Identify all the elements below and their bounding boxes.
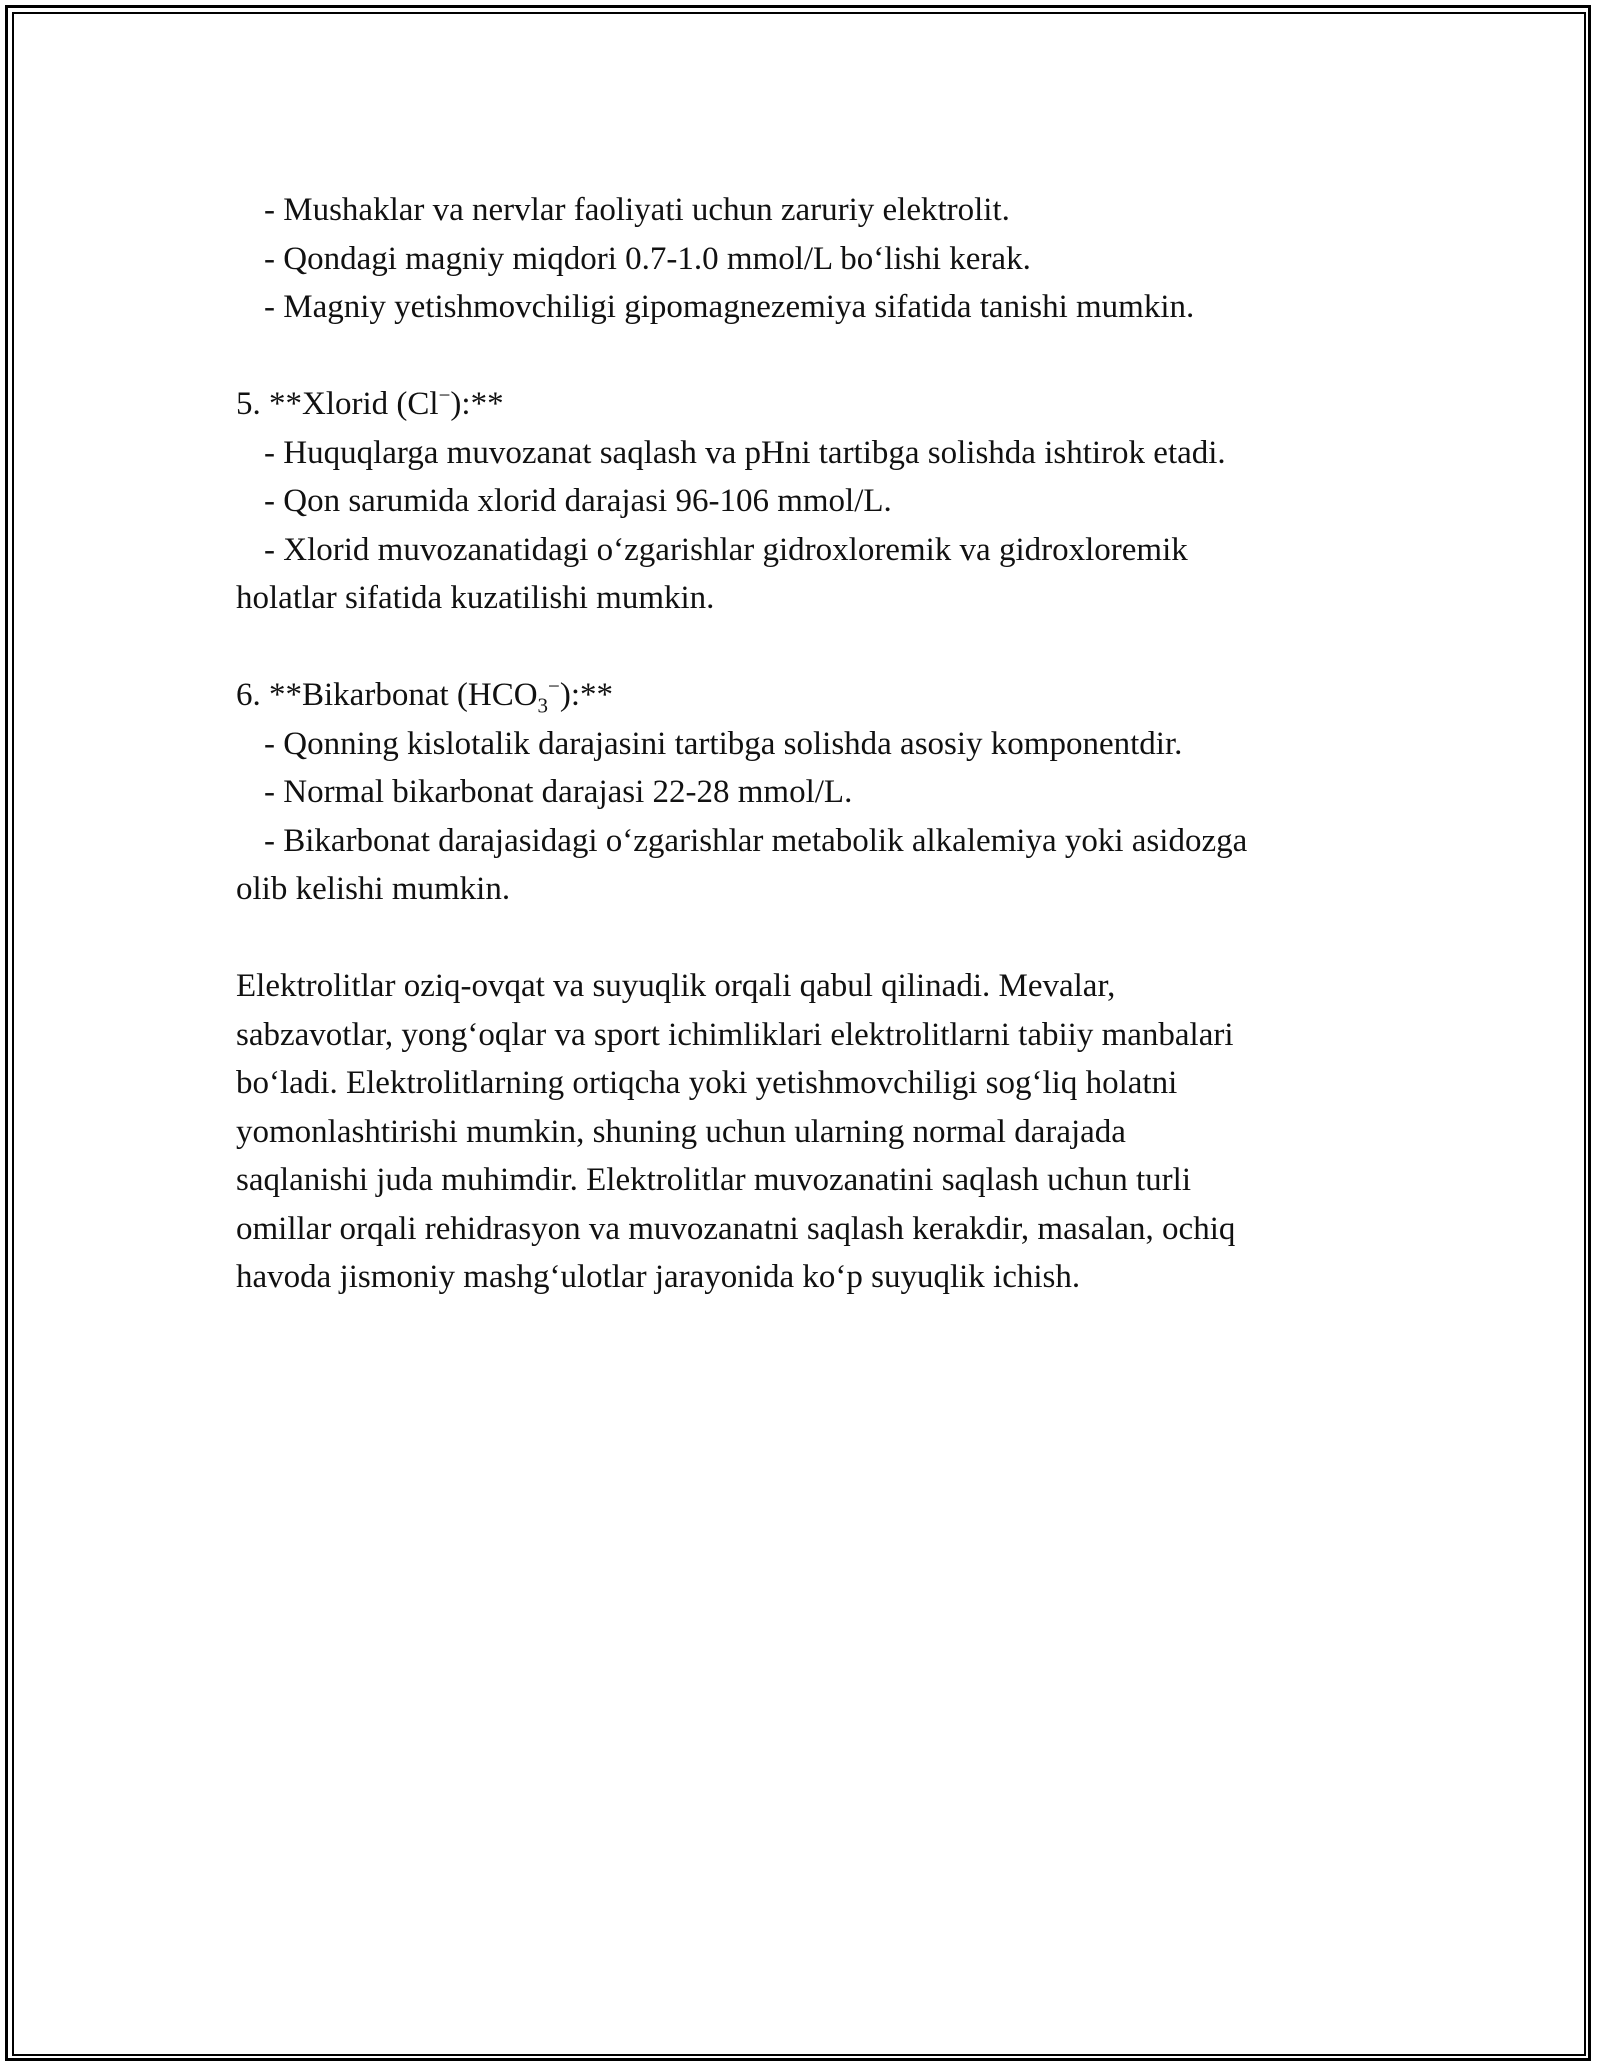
section6-heading-suffix: ):** bbox=[559, 677, 614, 713]
paragraph-line: Elektrolitlar oziq-ovqat va suyuqlik orqali qabul qilinadi. Mevalar, bbox=[236, 968, 1116, 1004]
section5-bullet: - Huquqlarga muvozanat saqlash va pHni tartibga solishda ishtirok etadi. bbox=[264, 434, 1226, 471]
spacer bbox=[236, 914, 1366, 963]
section6-bullet-continuation: olib kelishi mumkin. bbox=[236, 871, 511, 907]
section4-bullet: - Magniy yetishmovchiligi gipomagnezemiya sifatida tanishi mumkin. bbox=[264, 289, 1195, 325]
document-body bbox=[236, 186, 1366, 1302]
section5-bullet-continuation: holatlar sifatida kuzatilishi mumkin. bbox=[236, 580, 715, 616]
section5-heading-prefix: 5. **Xlorid (Cl bbox=[236, 386, 439, 422]
chloride-charge: − bbox=[438, 383, 451, 407]
paragraph-line: yomonlashtirishi mumkin, shuning uchun ularning normal darajada bbox=[236, 1113, 1126, 1150]
paragraph-line: havoda jismoniy mashg‘ulotlar jarayonida ko‘p suyuqlik ichish. bbox=[236, 1259, 1081, 1295]
spacer bbox=[236, 623, 1366, 672]
spacer bbox=[236, 332, 1366, 381]
section5-heading bbox=[236, 380, 1366, 429]
section6-bullet: - Bikarbonat darajasidagi o‘zgarishlar metabolik alkalemiya yoki asidozga bbox=[264, 822, 1248, 859]
section5-bullet: - Qon sarumida xlorid darajasi 96-106 mmol/L. bbox=[264, 483, 892, 519]
paragraph-line: omillar orqali rehidrasyon va muvozanatni saqlash kerakdir, masalan, ochiq bbox=[236, 1210, 1236, 1247]
section6-bullet: - Normal bikarbonat darajasi 22-28 mmol/L. bbox=[264, 774, 853, 810]
section6-heading-prefix: 6. **Bikarbonat (HCO bbox=[236, 677, 538, 713]
paragraph-line: bo‘ladi. Elektrolitlarning ortiqcha yoki yetishmovchiligi sog‘liq holatni bbox=[236, 1065, 1178, 1101]
section6-heading bbox=[236, 671, 1366, 720]
closing-paragraph bbox=[236, 962, 1366, 1302]
section4-bullet: - Qondagi magniy miqdori 0.7-1.0 mmol/L bo‘lishi kerak. bbox=[264, 240, 1031, 277]
bicarbonate-subscript: 3 bbox=[537, 693, 549, 718]
bicarbonate-charge: − bbox=[548, 674, 560, 698]
section5-heading-suffix: ):** bbox=[450, 386, 504, 422]
paragraph-line: sabzavotlar, yong‘oqlar va sport ichimliklari elektrolitlarni tabiiy manbalari bbox=[236, 1016, 1234, 1053]
section6-bullet: - Qonning kislotalik darajasini tartibga solishda asosiy komponentdir. bbox=[264, 725, 1183, 762]
paragraph-line: saqlanishi juda muhimdir. Elektrolitlar muvozanatini saqlash uchun turli bbox=[236, 1162, 1191, 1198]
section5-bullet: - Xlorid muvozanatidagi o‘zgarishlar gidroxloremik va gidroxloremik bbox=[264, 531, 1188, 568]
section4-bullet: - Mushaklar va nervlar faoliyati uchun zaruriy elektrolit. bbox=[264, 192, 1010, 228]
